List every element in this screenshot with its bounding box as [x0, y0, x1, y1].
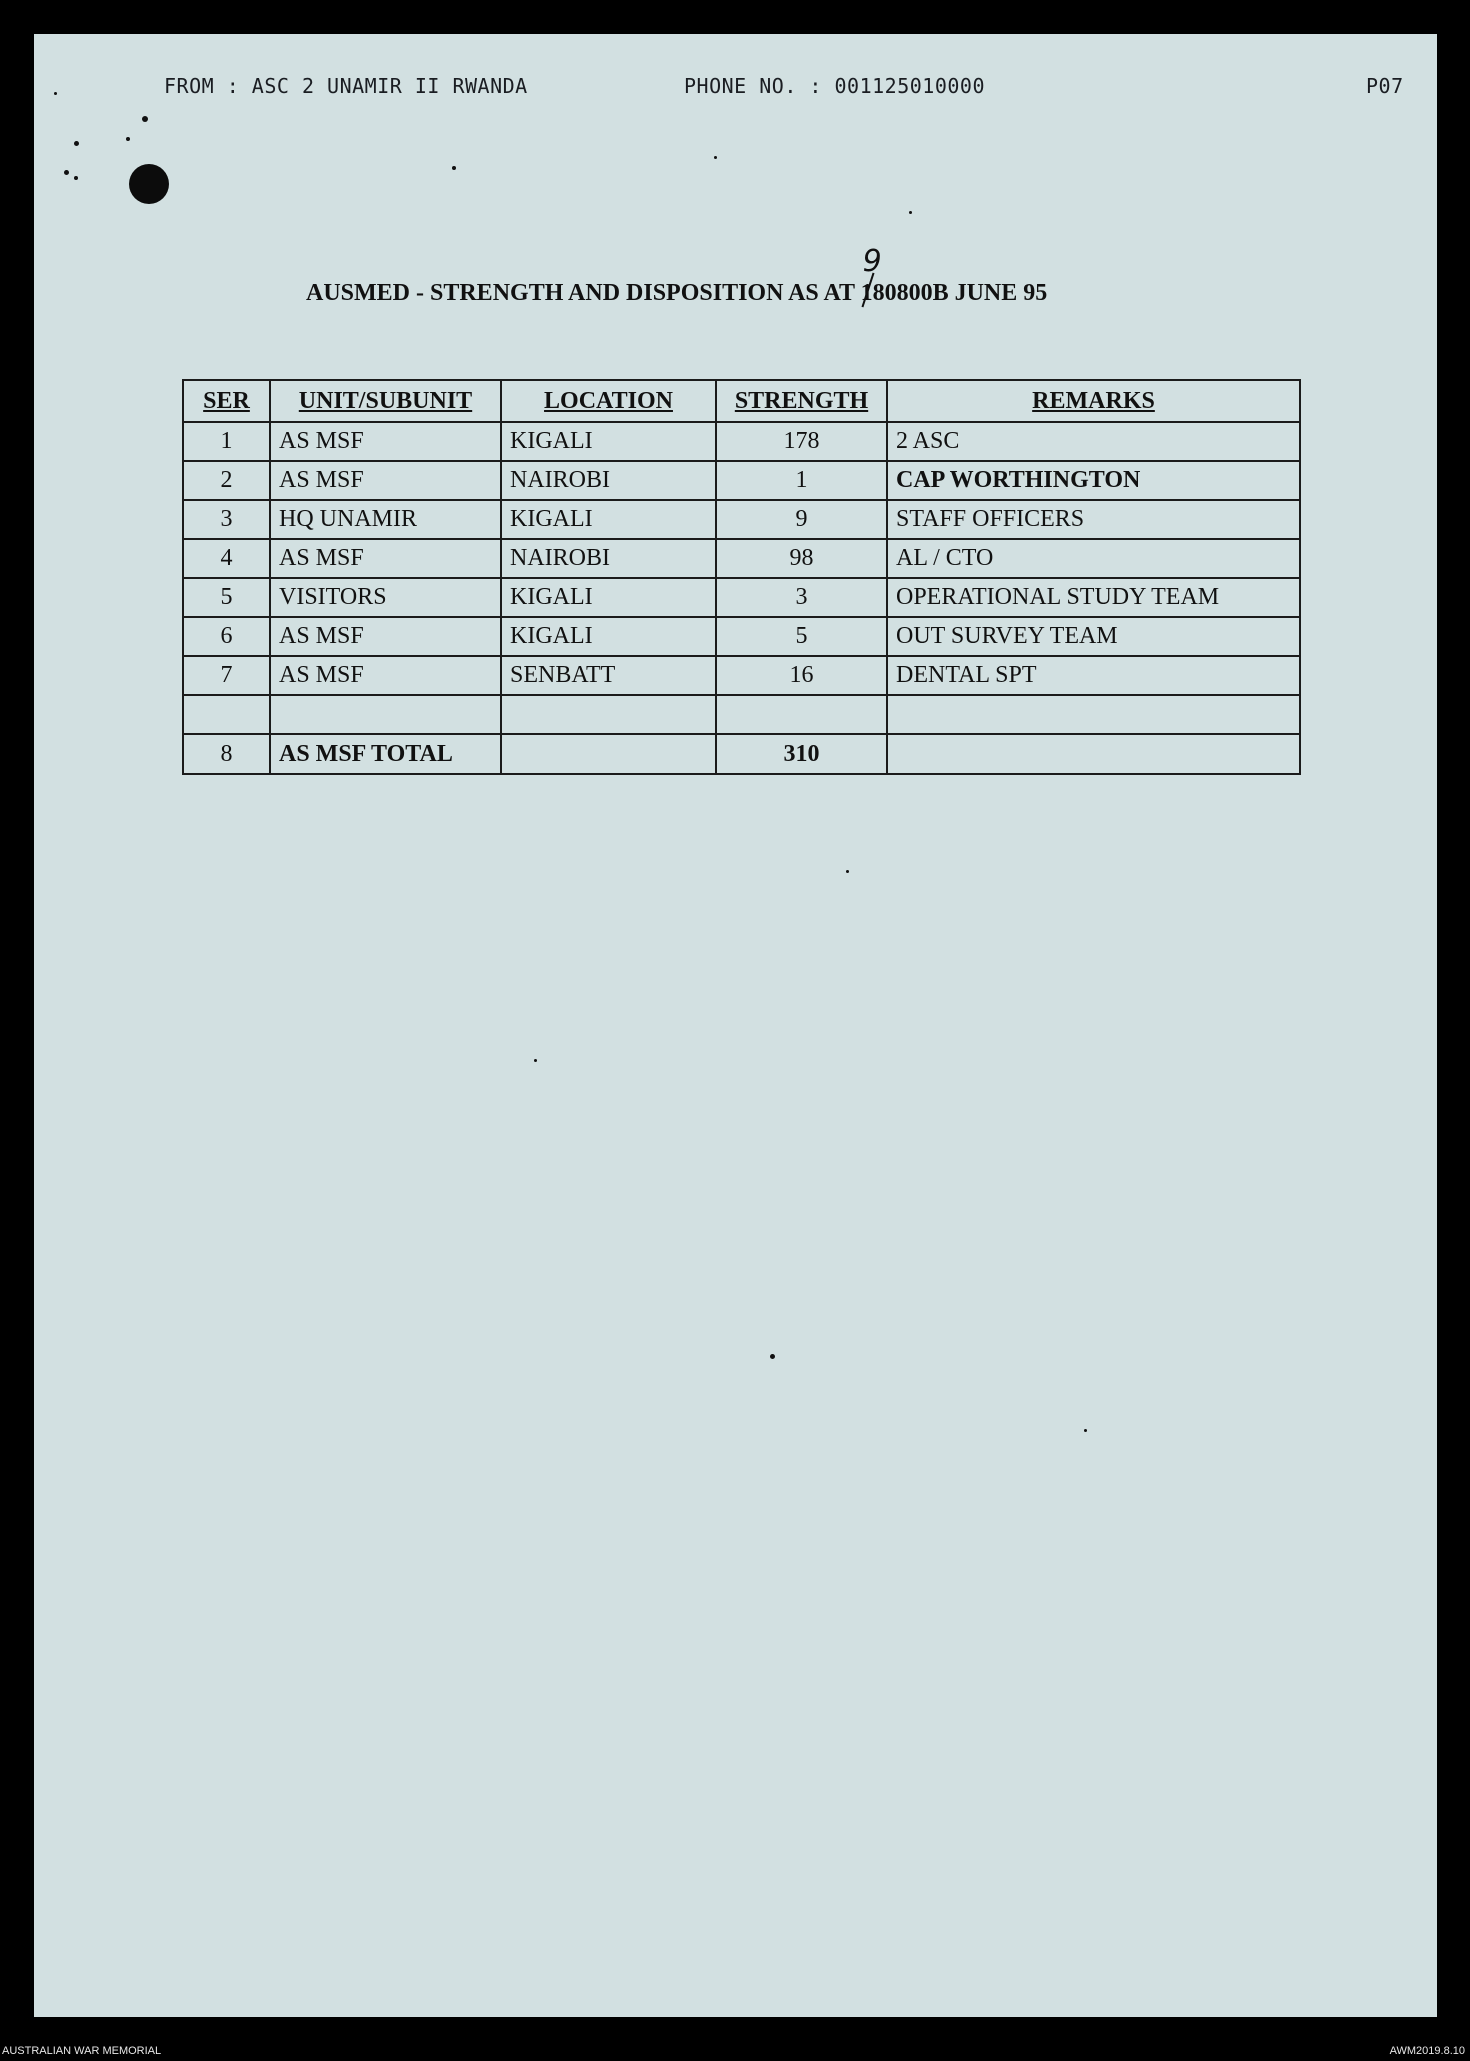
- speck: [74, 176, 78, 180]
- table-row: [183, 422, 1300, 461]
- cell-location: KIGALI: [501, 500, 716, 539]
- cell-remarks: OUT SURVEY TEAM: [887, 617, 1300, 656]
- table-row: [183, 539, 1300, 578]
- cell-remarks: CAP WORTHINGTON: [887, 461, 1300, 500]
- table-header-row: [183, 380, 1300, 422]
- cell-strength: 16: [716, 656, 887, 695]
- table-row: [183, 656, 1300, 695]
- cell-strength: 1: [716, 461, 887, 500]
- cell-ser: 2: [183, 461, 270, 500]
- cell-location: KIGALI: [501, 578, 716, 617]
- cell-ser: 7: [183, 656, 270, 695]
- table-total-row: [183, 734, 1300, 774]
- cell-location: NAIROBI: [501, 461, 716, 500]
- cell-unit: AS MSF: [270, 539, 501, 578]
- column-header-ser: SER: [183, 380, 270, 422]
- speck: [74, 141, 79, 146]
- cell-unit: AS MSF TOTAL: [270, 734, 501, 774]
- cell-location: KIGALI: [501, 617, 716, 656]
- speck: [909, 211, 912, 214]
- column-header-remarks: REMARKS: [887, 380, 1300, 422]
- cell-remarks: OPERATIONAL STUDY TEAM: [887, 578, 1300, 617]
- title-date-text: 180800B JUNE 95: [860, 280, 1048, 306]
- cell-strength: 98: [716, 539, 887, 578]
- fax-header: [34, 74, 1437, 104]
- cell-empty: [183, 695, 270, 734]
- cell-empty: [716, 695, 887, 734]
- cell-remarks: DENTAL SPT: [887, 656, 1300, 695]
- cell-location: [501, 734, 716, 774]
- table-row: [183, 500, 1300, 539]
- cell-ser: 5: [183, 578, 270, 617]
- cell-unit: AS MSF: [270, 422, 501, 461]
- cell-location: NAIROBI: [501, 539, 716, 578]
- footer-credit: AUSTRALIAN WAR MEMORIAL: [2, 2045, 162, 2057]
- cell-strength: 5: [716, 617, 887, 656]
- fax-phone: PHONE NO. : 001125010000: [684, 74, 985, 98]
- cell-unit: AS MSF: [270, 617, 501, 656]
- cell-location: SENBATT: [501, 656, 716, 695]
- speck: [64, 170, 69, 175]
- cell-strength: 310: [716, 734, 887, 774]
- fax-from: FROM : ASC 2 UNAMIR II RWANDA: [164, 74, 528, 98]
- cell-remarks: [887, 734, 1300, 774]
- cell-ser: 6: [183, 617, 270, 656]
- handwritten-correction: 9: [862, 244, 882, 279]
- footer-accession-number: AWM2019.8.10: [1389, 2045, 1465, 2057]
- speck: [142, 116, 148, 122]
- speck: [1084, 1429, 1087, 1432]
- cell-strength: 178: [716, 422, 887, 461]
- cell-empty: [501, 695, 716, 734]
- cell-ser: 1: [183, 422, 270, 461]
- cell-unit: AS MSF: [270, 461, 501, 500]
- cell-location: KIGALI: [501, 422, 716, 461]
- cell-ser: 8: [183, 734, 270, 774]
- table-row-blank: [183, 695, 1300, 734]
- cell-remarks: STAFF OFFICERS: [887, 500, 1300, 539]
- fax-page-number: P07: [1366, 74, 1404, 98]
- title-text: AUSMED - STRENGTH AND DISPOSITION AS AT: [306, 280, 861, 306]
- speck: [126, 137, 130, 141]
- cell-empty: [270, 695, 501, 734]
- document-page: [34, 34, 1437, 2017]
- punch-hole: [129, 164, 169, 204]
- cell-unit: HQ UNAMIR: [270, 500, 501, 539]
- title-date: [860, 244, 1048, 307]
- cell-ser: 3: [183, 500, 270, 539]
- speck: [534, 1059, 537, 1062]
- cell-strength: 9: [716, 500, 887, 539]
- column-header-unit: UNIT/SUBUNIT: [270, 380, 501, 422]
- speck: [714, 156, 717, 159]
- document-title: [306, 244, 1266, 307]
- cell-remarks: 2 ASC: [887, 422, 1300, 461]
- cell-unit: AS MSF: [270, 656, 501, 695]
- speck: [54, 92, 57, 95]
- speck: [452, 166, 456, 170]
- speck: [846, 870, 849, 873]
- column-header-location: LOCATION: [501, 380, 716, 422]
- column-header-strength: STRENGTH: [716, 380, 887, 422]
- cell-unit: VISITORS: [270, 578, 501, 617]
- speck: [770, 1354, 775, 1359]
- strength-disposition-table: [182, 379, 1301, 775]
- cell-ser: 4: [183, 539, 270, 578]
- cell-strength: 3: [716, 578, 887, 617]
- cell-empty: [887, 695, 1300, 734]
- cell-remarks: AL / CTO: [887, 539, 1300, 578]
- table-row: [183, 617, 1300, 656]
- table-row: [183, 578, 1300, 617]
- table-row: [183, 461, 1300, 500]
